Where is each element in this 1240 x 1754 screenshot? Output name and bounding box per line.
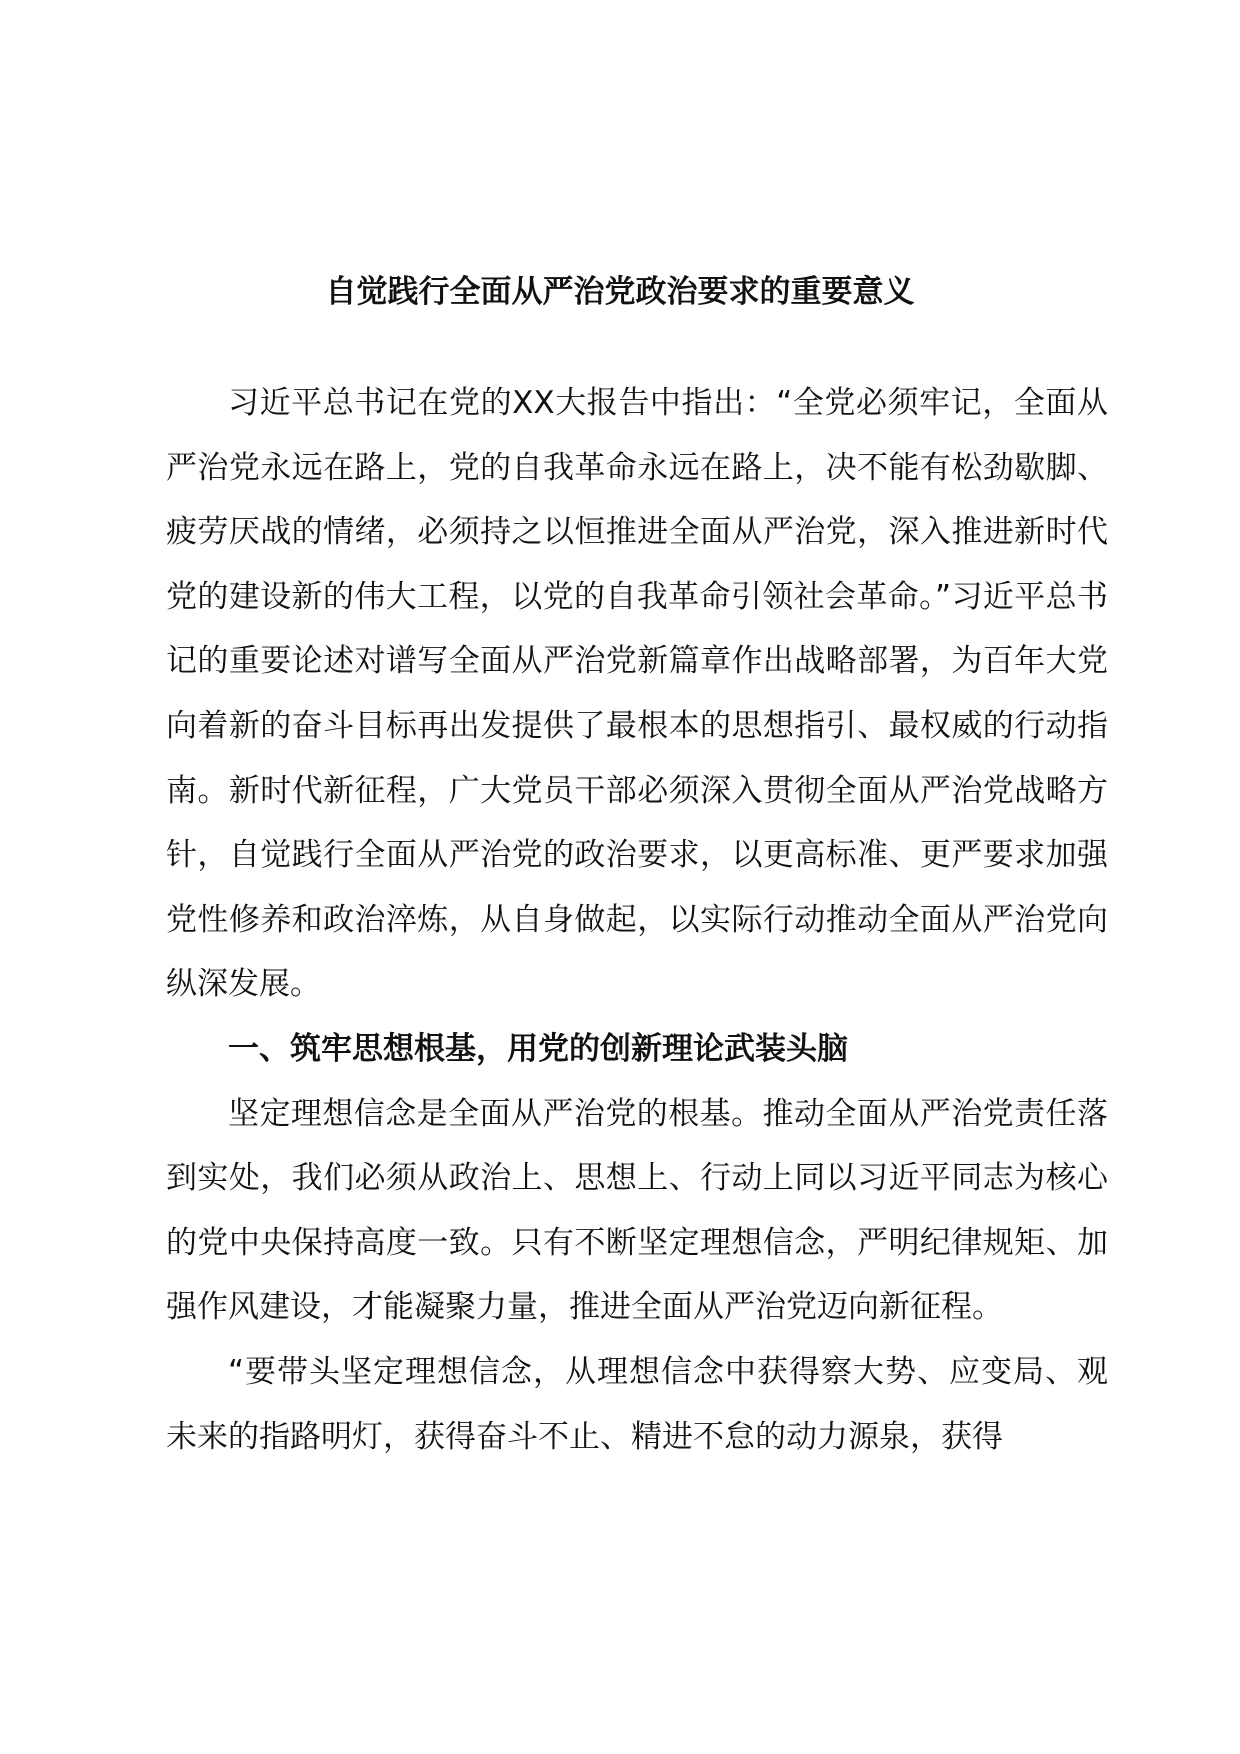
document-title: 自觉践行全面从严治党政治要求的重要意义 xyxy=(325,274,915,310)
paragraph-section-1: 坚定理想信念是全面从严治党的根基。推动全面从严治党责任落到实处，我们必须从政治上、思想上、行动上同以习近平同志为核心的党中央保持高度一致。只有不断坚定理想信念，严明纪律规矩、加强作风建设，才能凝聚力量，推进全面从严治党迈向新征程。 xyxy=(166,1095,1108,1326)
section-heading-1: 一、筑牢思想根基，用党的创新理论武装头脑 xyxy=(228,1030,848,1067)
paragraph-quote: “要带头坚定理想信念，从理想信念中获得察大势、应变局、观未来的指路明灯，获得奋斗不止、精进不怠的动力源泉，获得 xyxy=(166,1353,1108,1455)
document-body xyxy=(166,371,1108,1469)
paragraph-intro: 习近平总书记在党的XX大报告中指出：“全党必须牢记，全面从严治党永远在路上，党的自我革命永远在路上，决不能有松劲歇脚、疲劳厌战的情绪，必须持之以恒推进全面从严治党，深入推进新时代党的建设新的伟大工程，以党的自我革命引领社会革命。”习近平总书记的重要论述对谱写全面从严治党新篇章作出战略部署，为百年大党向着新的奋斗目标再出发提供了最根本的思想指引、最权威的行动指南。新时代新征程，广大党员干部必须深入贯彻全面从严治党战略方针，自觉践行全面从严治党的政治要求，以更高标准、更严要求加强党性修养和政治淬炼，从自身做起，以实际行动推动全面从严治党向纵深发展。 xyxy=(166,385,1108,1003)
